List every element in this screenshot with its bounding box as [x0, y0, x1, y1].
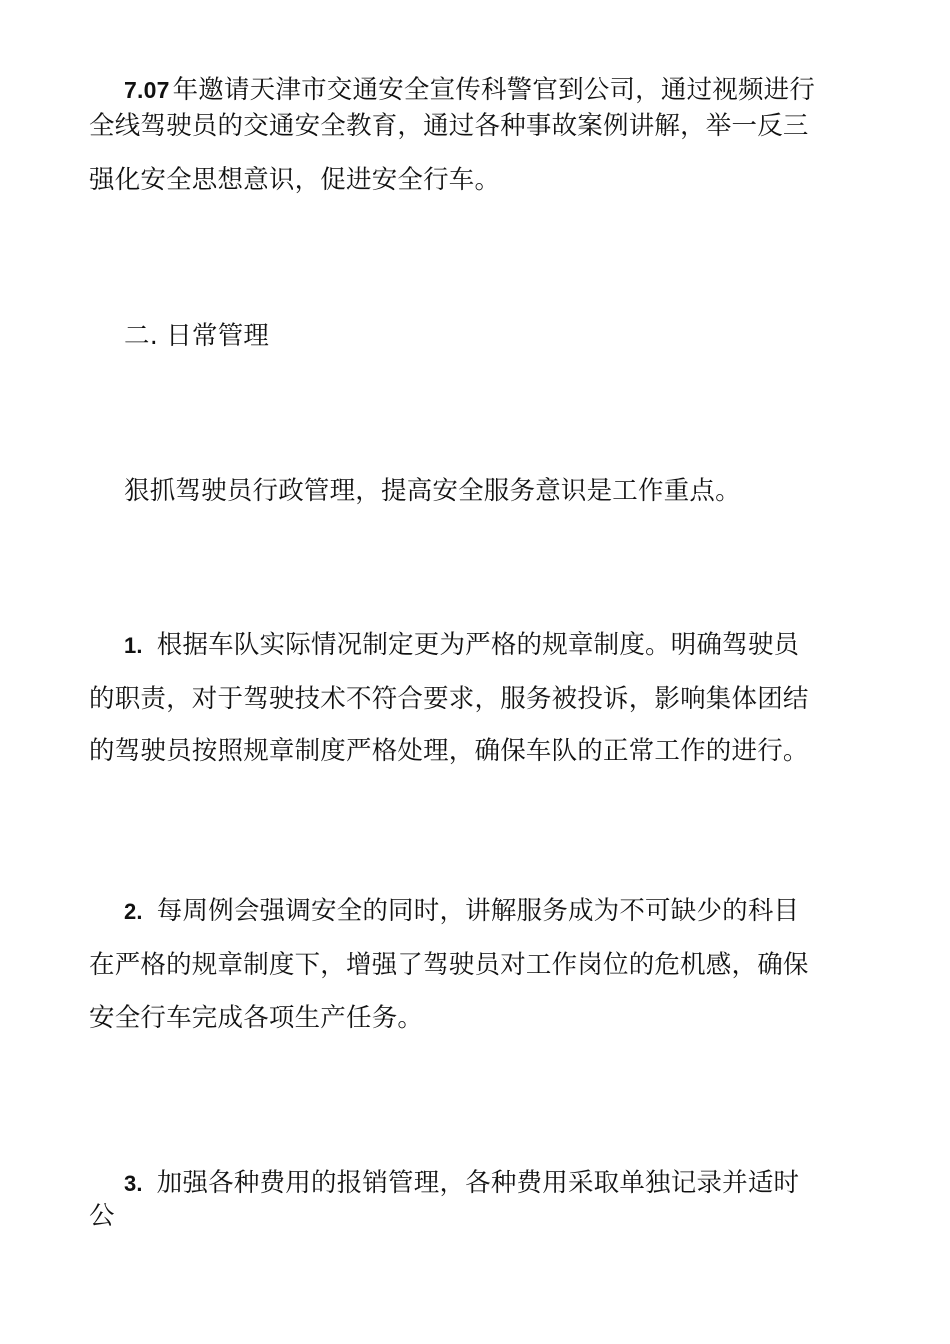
- item-1-line-3: 的驾驶员按照规章制度严格处理，确保车队的正常工作的进行。: [89, 736, 809, 766]
- item-3-text-1: 加强各种费用的报销管理，各种费用采取单独记录并适时: [156, 1168, 800, 1198]
- item-2-line-3: 安全行车完成各项生产任务。: [89, 1003, 424, 1033]
- item-2-line-2: 在严格的规章制度下，增强了驾驶员对工作岗位的危机感，确保: [89, 950, 809, 980]
- paragraph-1-prefix: 7.07: [124, 77, 170, 103]
- paragraph-1-text-1: 年邀请天津市交通安全宣传科警官到公司，通过视频进行: [172, 75, 816, 105]
- item-1-line-2: 的职责，对于驾驶技术不符合要求，服务被投诉，影响集体团结: [89, 684, 809, 714]
- item-2-number: 2.: [124, 899, 143, 924]
- section-heading: 二. 日常管理: [124, 321, 270, 351]
- item-1-number: 1.: [124, 633, 143, 658]
- item-1-text-1: 根据车队实际情况制定更为严格的规章制度。明确驾驶员: [156, 630, 800, 660]
- item-3-line-2: 公: [89, 1201, 115, 1231]
- intro-paragraph: 狠抓驾驶员行政管理，提高安全服务意识是工作重点。: [124, 476, 741, 506]
- paragraph-1-line-2: 全线驾驶员的交通安全教育，通过各种事故案例讲解，举一反三: [89, 111, 809, 141]
- item-2-line-1: [124, 895, 799, 928]
- item-3-number: 3.: [124, 1171, 143, 1196]
- paragraph-1-line-3: 强化安全思想意识，促进安全行车。: [89, 165, 501, 195]
- item-1-line-1: [124, 629, 799, 662]
- item-3-line-1: [124, 1167, 799, 1200]
- item-2-text-1: 每周例会强调安全的同时，讲解服务成为不可缺少的科目: [156, 896, 800, 926]
- paragraph-1-line-1: [124, 74, 815, 106]
